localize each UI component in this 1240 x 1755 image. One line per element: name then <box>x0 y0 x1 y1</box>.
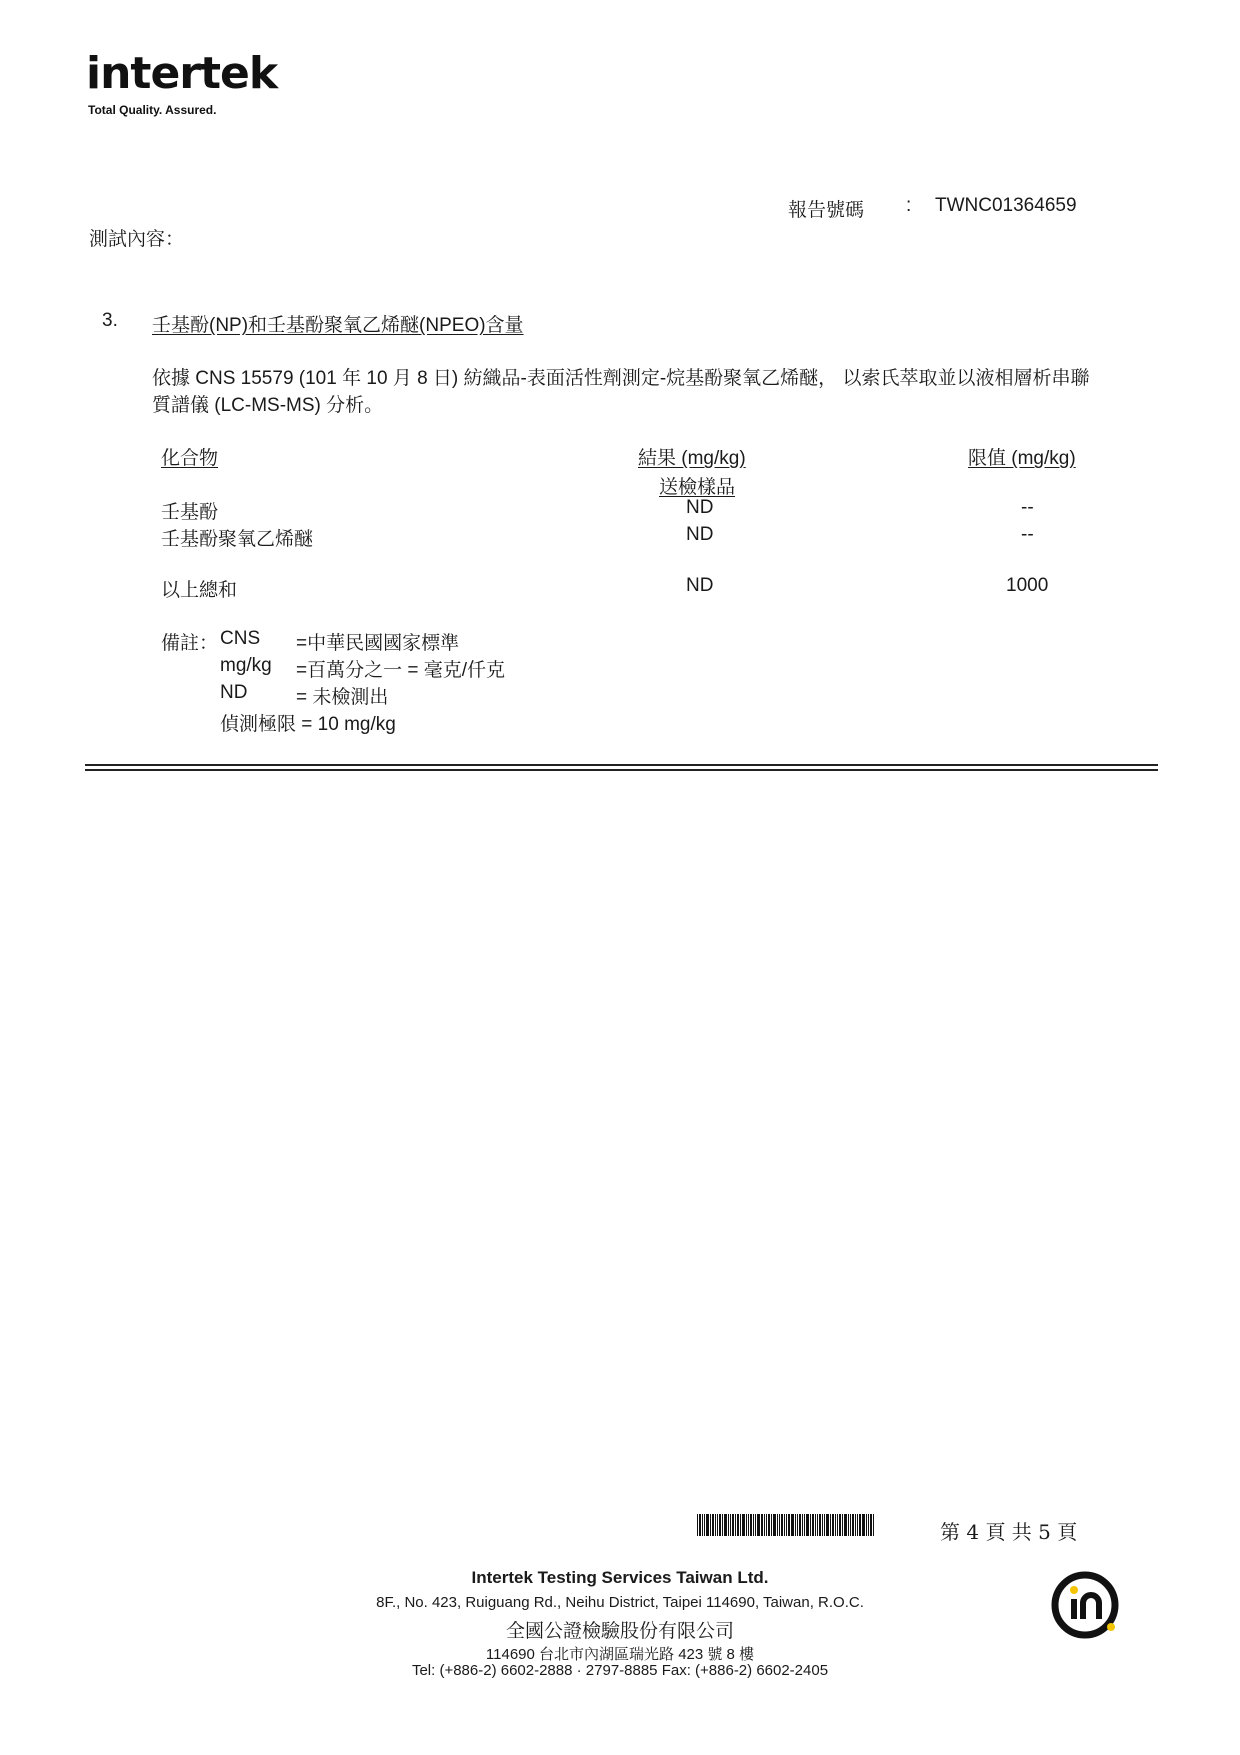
row-2-limit: -- <box>1021 524 1034 545</box>
note-term-nd: ND <box>220 682 248 703</box>
intertek-circle-logo-icon <box>1049 1569 1121 1641</box>
note-detection-limit: 偵測極限 = 10 mg/kg <box>220 714 396 735</box>
page-indicator: 第 4 頁 共 5 頁 <box>940 1520 1078 1544</box>
divider-rule-bottom <box>85 769 1158 771</box>
note-def-cns: =中華民國國家標準 <box>296 633 460 654</box>
divider-rule-top <box>85 764 1158 766</box>
row-1-result: ND <box>686 497 714 518</box>
note-def-nd: = 未檢測出 <box>296 687 389 708</box>
test-content-label: 測試內容： <box>89 229 185 250</box>
footer-company-zh: 全國公證檢驗股份有限公司 <box>505 1620 734 1642</box>
report-number-colon: : <box>906 195 912 216</box>
footer-company-en: Intertek Testing Services Taiwan Ltd. <box>471 1568 769 1587</box>
notes-label: 備註： <box>161 633 219 654</box>
total-compound: 以上總和 <box>161 580 238 601</box>
footer-address-zh: 114690 台北市內湖區瑞光路 423 號 8 樓 <box>485 1646 755 1663</box>
barcode <box>697 1514 927 1536</box>
row-1-compound: 壬基酚 <box>161 502 219 523</box>
section-title: 壬基酚(NP)和壬基酚聚氧乙烯醚(NPEO)含量 <box>152 315 524 336</box>
header-limit: 限值 (mg/kg) <box>968 448 1076 469</box>
report-number: TWNC01364659 <box>935 195 1077 216</box>
note-term-cns: CNS <box>220 628 261 649</box>
total-result: ND <box>686 575 714 596</box>
note-def-mgkg: =百萬分之一 = 毫克/仟克 <box>296 660 506 681</box>
header-compound: 化合物 <box>161 448 219 469</box>
intertek-logo: intertek <box>86 48 278 99</box>
footer-contact: Tel: (+886-2) 6602-2888 · 2797-8885 Fax: (+886-2) 6602-2405 <box>411 1662 829 1679</box>
note-term-mgkg: mg/kg <box>220 655 272 676</box>
header-result-sample: 送檢樣品 <box>659 477 736 498</box>
method-line-2: 質譜儀 (LC-MS-MS) 分析。 <box>152 395 384 416</box>
method-line-1: 依據 CNS 15579 (101 年 10 月 8 日) 紡織品-表面活性劑測定-烷基酚聚氧乙烯醚， 以索氏萃取並以液相層析串聯 <box>152 368 1090 389</box>
section-number: 3. <box>102 310 118 331</box>
row-2-result: ND <box>686 524 714 545</box>
row-1-limit: -- <box>1021 497 1034 518</box>
report-number-label: 報告號碼 <box>788 200 865 221</box>
row-2-compound: 壬基酚聚氧乙烯醚 <box>161 529 314 550</box>
footer-address-en: 8F., No. 423, Ruiguang Rd., Neihu District, Taipei 114690, Taiwan, R.O.C. <box>376 1594 864 1611</box>
logo-tagline: Total Quality. Assured. <box>88 103 217 117</box>
header-result: 結果 (mg/kg) <box>638 448 746 469</box>
total-limit: 1000 <box>1006 575 1049 596</box>
